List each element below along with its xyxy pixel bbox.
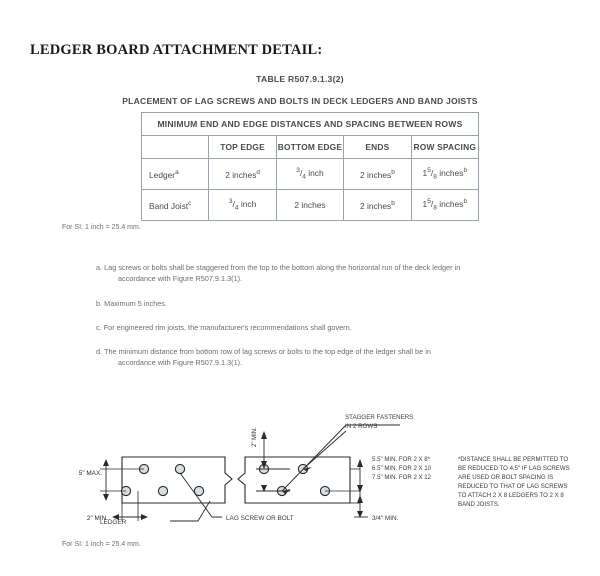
row-label-ledger [142,159,209,190]
cell-band-joist-row-spacing-whole: 1 [422,199,428,210]
diagram-note-line6: BAND JOISTS. [458,501,500,508]
cell-ledger-row-spacing-fraction [427,167,437,181]
cell-band-joist-ends-footnote: b [391,199,395,207]
label-lag-screw-or-bolt: LAG SCREW OR BOLT [226,515,294,522]
fraction-slash: / [430,168,434,179]
cell-band-joist-bottom-edge [276,190,343,221]
label-spec-2x8: 5.5" MIN. FOR 2 X 8* [372,456,431,463]
dimension-2in-min-row-spacing [256,431,290,492]
diagram-note-line3: ARE USED OR BOLT SPACING IS [458,474,554,481]
row-label-band-joist-footnote: c [188,199,192,207]
column-header-row-spacing: ROW SPACING [411,136,478,159]
fraction-denominator: 4 [302,173,306,181]
footnote-a [96,262,574,285]
ledger-outline-left [122,457,225,503]
cell-ledger-row-spacing-footnote: b [463,167,467,175]
cell-band-joist-top-edge [209,190,276,221]
cell-ledger-row-spacing-whole: 1 [422,168,428,179]
cell-band-joist-row-spacing-fraction [427,198,437,212]
row-label-band-joist-text: Band Joist [149,200,189,211]
table-row [142,190,479,221]
cell-band-joist-ends-value: 2 inches [359,200,392,211]
footnote-d [96,346,574,369]
cell-ledger-row-spacing [411,159,478,190]
label-spec-2x12: 7.5" MIN. FOR 2 X 12 [372,474,432,481]
break-line-right [238,457,245,503]
fraction-denominator: 8 [433,173,437,181]
cell-ledger-row-spacing-unit: inches [439,168,464,179]
row-label-band-joist [142,190,209,221]
fraction-numerator: 5 [427,167,431,175]
ledger-detail-svg [60,405,580,535]
page-title: LEDGER BOARD ATTACHMENT DETAIL: [30,42,323,58]
label-2in-min-horizontal: 2" MIN. [86,515,108,522]
ledger-detail-diagram [60,405,580,535]
cell-ledger-top-edge-footnote: d [256,168,260,176]
table-banner-row [142,113,479,136]
fraction-numerator: 5 [427,198,431,206]
row-label-ledger-footnote: a [175,168,179,176]
footnote-d-line2: accordance with Figure R507.9.1.3(1). [118,358,243,368]
leader-ledger [170,501,210,521]
cell-ledger-ends-footnote: b [391,168,395,176]
cell-band-joist-row-spacing-footnote: b [463,198,467,206]
label-5in-max: 5" MAX. [78,470,102,477]
row-label-ledger-text: Ledger [149,169,176,180]
column-header-top-edge: TOP EDGE [209,136,276,159]
column-header-ends: ENDS [344,136,411,159]
column-header-blank [142,136,209,159]
fraction-denominator: 8 [433,204,437,212]
cell-ledger-top-edge-value: 2 inches [225,169,257,180]
footnote-a-line2: accordance with Figure R507.9.1.3(1). [118,274,243,284]
dimension-right-stack [354,459,368,518]
break-line-left [225,457,232,503]
footnote-a-line1: a. Lag screws or bolts shall be staggered from the top to the bottom along the horizontal run of the deck ledger in [96,263,461,272]
cell-ledger-ends-value: 2 inches [359,169,392,180]
si-note-lower: For SI: 1 inch = 25.4 mm. [62,541,141,548]
si-note-upper: For SI: 1 inch = 25.4 mm. [62,224,141,231]
cell-band-joist-top-edge-unit: inch [240,199,257,210]
footnote-d-line1: d. The minimum distance from bottom row of lag screws or bolts to the top edge of the ledger shall be in [96,347,431,357]
footnote-c [96,322,574,333]
cell-ledger-bottom-edge-fraction [296,167,306,181]
diagram-note-line1: *DISTANCE SHALL BE PERMITTED TO [458,456,569,463]
footnote-c-line1: c. For engineered rim joists, the manufacturer's recommendations shall govern. [96,322,352,332]
footnote-b-line1: b. Maximum 5 inches. [96,298,167,308]
ledger-outline-right [245,457,350,503]
label-stagger-fasteners-line1: STAGGER FASTENERS [345,414,414,421]
cell-ledger-top-edge [209,159,276,190]
table-caption: PLACEMENT OF LAG SCREWS AND BOLTS IN DECK LEDGERS AND BAND JOISTS [122,96,478,106]
fastener-hole [175,464,184,473]
label-spec-2x10: 6.5" MIN. FOR 2 X 10 [372,465,432,472]
diagram-note-line5: TO ATTACH 2 X 8 LEDGERS TO 2 X 8 [458,492,564,499]
table-row [142,159,479,190]
fraction-slash: / [232,199,235,210]
column-header-bottom-edge: BOTTOM EDGE [276,136,343,159]
placement-spec-table [141,112,479,221]
cell-ledger-ends [344,159,411,190]
cell-band-joist-row-spacing [411,190,478,221]
cell-ledger-bottom-edge [276,159,343,190]
label-2in-min-row-spacing: 2" MIN. [252,427,258,447]
fraction-slash: / [430,199,434,210]
cell-band-joist-row-spacing-unit: inches [439,199,464,210]
fraction-numerator: 3 [228,198,233,206]
fraction-slash: / [299,168,303,179]
label-stagger-fasteners-line2: IN 2 ROWS [345,423,378,430]
fastener-hole [158,486,167,495]
diagram-note-line4: REDUCED TO THAT OF LAG SCREWS [458,483,568,490]
table-banner-cell: MINIMUM END AND EDGE DISTANCES AND SPACING BETWEEN ROWS [142,113,479,136]
footnote-list [96,262,574,382]
cell-band-joist-top-edge-fraction [228,198,239,212]
fraction-denominator: 4 [234,204,239,212]
cell-band-joist-ends [344,190,411,221]
label-ledger: LEDGER [100,519,127,526]
dimension-5in-max [103,459,109,501]
label-bottom-min: 3/4" MIN. [372,515,399,522]
diagram-note-line2: BE REDUCED TO 4.5" IF LAG SCREWS [458,465,570,472]
table-number: TABLE R507.9.1.3(2) [256,74,344,84]
table-header-row [142,136,479,159]
footnote-b [96,298,574,309]
cell-band-joist-bottom-edge-value: 2 inches [294,200,326,210]
cell-ledger-bottom-edge-unit: inch [308,168,324,179]
fraction-numerator: 3 [296,167,300,175]
